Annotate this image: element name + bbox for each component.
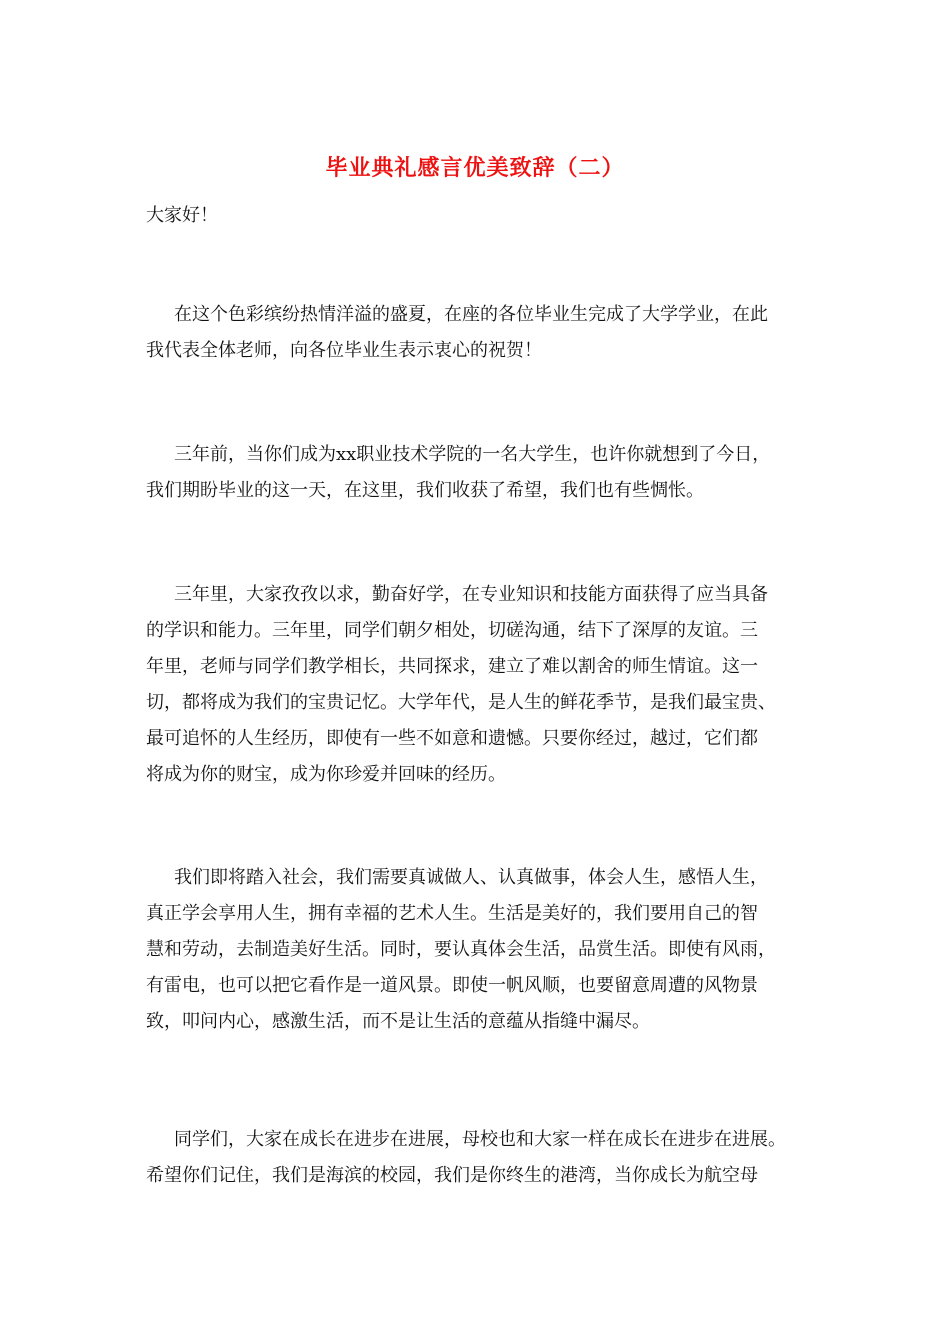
document-title: 毕业典礼感言优美致辞（二） [325,155,625,181]
paragraph-5: 同学们，大家在成长在进步在进展，母校也和大家一样在成长在进步在进展。 希望你们记住，我们是海滨的校园，我们是你终生的港湾，当你成长为航空母 [146,1129,786,1186]
paragraph-2: 三年前，当你们成为xx职业技术学院的一名大学生，也许你就想到了今日， 我们期盼毕业的这一天，在这里，我们收获了希望，我们也有些惆怅。 [146,444,771,501]
greeting: 大家好！ [146,205,218,226]
paragraph-3: 三年里，大家孜孜以求，勤奋好学，在专业知识和技能方面获得了应当具备 的学识和能力。三年里，同学们朝夕相处，切磋沟通，结下了深厚的友谊。三 年里，老师与同学们教学相长，共同探求，建立了难以割舍的师生情谊。这一 切，都将成为我们的宝贵记忆。大学年代，是人生的鲜花季节，是我们最宝贵、 最可追怀的人生经历，即使有一些不如意和遗憾。只要你经过，越过，它们都 将成为你的财宝，成为你珍爱并回味的经历。 [146,584,776,785]
paragraph-4: 我们即将踏入社会，我们需要真诚做人、认真做事，体会人生，感悟人生， 真正学会享用人生，拥有幸福的艺术人生。生活是美好的，我们要用自己的智 慧和劳动，去制造美好生活。同时，要认真体会生活，品赏生活。即使有风雨， 有雷电，也可以把它看作是一道风景。即使一帆风顺，也要留意周遭的风物景 致，叩问内心，感激生活，而不是让生活的意蕴从指缝中漏尽。 [146,867,776,1032]
paragraph-1: 在这个色彩缤纷热情洋溢的盛夏，在座的各位毕业生完成了大学学业，在此 我代表全体老师，向各位毕业生表示衷心的祝贺！ [146,304,768,361]
